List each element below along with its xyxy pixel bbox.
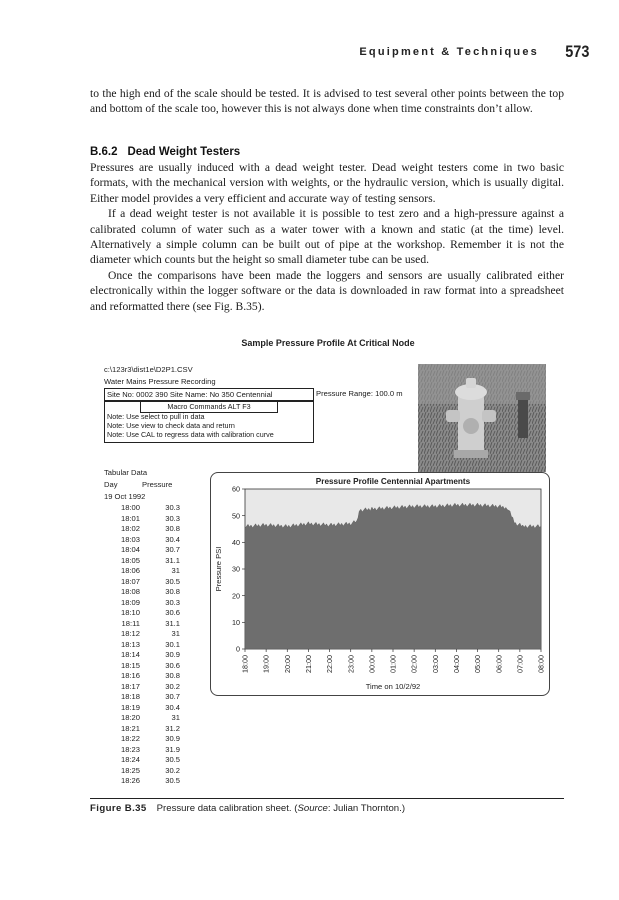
tabular-data [104, 467, 180, 787]
x-tick-label: 00:00 [367, 655, 377, 673]
y-tick-label: 20 [232, 591, 240, 601]
table-row [104, 545, 180, 556]
x-tick-label: 06:00 [494, 655, 504, 673]
y-tick-label: 60 [232, 484, 240, 494]
table-row [104, 566, 180, 577]
recording-title: Water Mains Pressure Recording [104, 377, 216, 386]
page-number: 573 [564, 42, 589, 61]
row-time: 18:12 [120, 629, 140, 638]
table-row [104, 535, 180, 546]
row-pressure: 30.6 [165, 660, 180, 670]
x-tick-label: 22:00 [325, 655, 335, 673]
fire-hydrant-photo [418, 364, 546, 472]
row-time: 18:01 [120, 513, 140, 523]
row-time: 18:16 [120, 671, 140, 680]
y-tick-label: 0 [236, 644, 240, 654]
table-row [104, 755, 180, 766]
row-pressure: 30.5 [165, 576, 180, 586]
table-row [104, 766, 180, 777]
section-number: B.6.2 [90, 146, 118, 158]
row-pressure: 30.1 [165, 639, 180, 649]
table-row [104, 608, 180, 619]
row-time: 18:03 [120, 534, 140, 544]
table-row [104, 598, 180, 609]
note-3: Note: Use CAL to regress data with calibration curve [107, 429, 274, 439]
paragraph-3: If a dead weight tester is not available it is possible to test zero and a high-pressure against a calibrated column of water such as a water tower with a known and static (at the time) level. Alternatively a simple column can be built out of pipe at the workshop. Remember it is not the diameter which counts but the height so small diameter tube can be used. [90, 207, 564, 267]
table-row [104, 503, 180, 514]
row-pressure: 31.1 [165, 618, 180, 628]
row-pressure: 30.9 [165, 650, 180, 659]
x-tick-label: 02:00 [409, 655, 419, 673]
row-pressure: 30.7 [165, 545, 180, 554]
row-pressure: 30.8 [165, 671, 180, 680]
table-row [104, 692, 180, 703]
row-pressure: 31 [171, 629, 180, 638]
table-row [104, 703, 180, 714]
table-row [104, 734, 180, 745]
running-head: Equipment & Techniques [359, 46, 539, 58]
row-pressure: 31 [171, 566, 180, 575]
y-tick-label: 10 [232, 617, 240, 627]
x-tick-label: 01:00 [388, 655, 398, 673]
row-time: 18:13 [120, 639, 140, 649]
macro-title: Macro Commands ALT F3 [140, 402, 278, 413]
row-time: 18:25 [120, 765, 140, 775]
table-row [104, 671, 180, 682]
x-tick-label: 23:00 [346, 655, 356, 673]
col-day: Day [104, 480, 118, 489]
file-path: c:\123r3\dist1e\D2P1.CSV [104, 365, 193, 374]
note-2: Note: Use view to check data and return [107, 420, 235, 430]
col-pressure: Pressure [142, 480, 173, 489]
section-heading [90, 146, 240, 158]
paragraph-1: to the high end of the scale should be tested. It is advised to test several other points between the top and bottom of the scale too, however this is not always done when time constraints don’t allow. [90, 87, 564, 116]
y-tick-label: 30 [232, 564, 240, 574]
file-info [104, 364, 216, 388]
row-pressure: 30.2 [165, 765, 180, 775]
row-pressure: 30.6 [165, 608, 180, 617]
row-time: 18:19 [120, 702, 140, 712]
x-tick-label: 07:00 [515, 655, 525, 673]
pressure-range: Pressure Range: 100.0 m [316, 389, 403, 398]
x-axis-label: Time on 10/2/92 [365, 682, 421, 691]
row-pressure: 30.5 [165, 755, 180, 764]
table-row [104, 724, 180, 735]
row-pressure: 30.4 [165, 702, 180, 712]
x-tick-label: 04:00 [452, 655, 462, 673]
row-pressure: 30.8 [165, 524, 180, 533]
table-row [104, 682, 180, 693]
row-time: 18:08 [120, 587, 140, 596]
caption-text-post: : Julian Thornton.) [327, 803, 406, 814]
site-line: Site No: 0002 390 Site Name: No 350 Centennial [107, 390, 273, 399]
row-pressure: 31.9 [165, 744, 180, 754]
table-row [104, 514, 180, 525]
table-row [104, 713, 180, 724]
row-time: 18:06 [120, 566, 140, 575]
caption-source: Source [297, 803, 328, 814]
row-time: 18:10 [120, 608, 140, 617]
row-pressure: 30.3 [165, 513, 180, 523]
section-title: Dead Weight Testers [127, 146, 241, 158]
row-time: 18:21 [120, 723, 140, 733]
table-row [104, 745, 180, 756]
row-time: 18:15 [120, 660, 140, 670]
row-pressure: 30.8 [165, 587, 180, 596]
chart-title: Pressure Profile Centennial Apartments [315, 477, 471, 486]
table-row [104, 619, 180, 630]
paragraph-2: Pressures are usually induced with a dead weight tester. Dead weight testers come in two basic formats, with the mechanical version with weights, or the hydraulic version, which is usually digital. Either model provides a very efficient and accurate way of testing sensors. [90, 161, 564, 205]
table-row [104, 577, 180, 588]
row-time: 18:04 [120, 545, 140, 554]
x-tick-label: 05:00 [473, 655, 483, 673]
row-pressure: 31.2 [165, 723, 180, 733]
site-info-box [104, 388, 314, 401]
pressure-chart [210, 472, 550, 696]
row-time: 18:14 [120, 650, 140, 659]
row-pressure: 30.3 [165, 597, 180, 607]
row-time: 18:22 [120, 734, 140, 743]
section-body [90, 160, 564, 314]
table-row [104, 524, 180, 535]
row-time: 18:20 [120, 713, 140, 722]
figure-title: Sample Pressure Profile At Critical Node [241, 338, 415, 348]
chart-svg [211, 473, 549, 695]
row-pressure: 31.1 [165, 555, 180, 565]
row-pressure: 30.4 [165, 534, 180, 544]
running-header [0, 44, 619, 64]
row-pressure: 30.2 [165, 681, 180, 691]
row-time: 18:00 [120, 503, 140, 512]
row-pressure: 30.5 [165, 776, 180, 785]
figure-caption [90, 803, 405, 814]
caption-text-pre: Pressure data calibration sheet. ( [156, 803, 298, 814]
table-header [104, 479, 180, 491]
table-title: Tabular Data [104, 468, 148, 477]
row-time: 18:23 [120, 744, 140, 754]
note-1: Note: Use select to pull in data [107, 412, 205, 421]
row-pressure: 30.7 [165, 692, 180, 701]
x-tick-label: 19:00 [261, 655, 271, 673]
y-axis-label: Pressure PSI [214, 546, 223, 592]
y-tick-label: 40 [232, 537, 240, 547]
x-tick-label: 21:00 [304, 655, 314, 673]
table-row [104, 556, 180, 567]
fire-hydrant-icon [418, 364, 546, 472]
row-pressure: 31 [171, 713, 180, 722]
caption-rule [90, 798, 564, 799]
table-row [104, 587, 180, 598]
row-time: 18:02 [120, 524, 140, 533]
row-time: 18:18 [120, 692, 140, 701]
y-tick-label: 50 [232, 511, 240, 521]
paragraph-4: Once the comparisons have been made the loggers and sensors are usually calibrated either electronically within the logger software or the data is downloaded in raw format into a spreadsheet and reformatted there (see Fig. B.35). [90, 268, 564, 313]
row-pressure: 30.9 [165, 734, 180, 743]
row-time: 18:07 [120, 576, 140, 586]
table-rows [104, 503, 180, 787]
x-tick-label: 18:00 [240, 655, 250, 673]
row-time: 18:24 [120, 755, 140, 764]
table-row [104, 661, 180, 672]
x-tick-label: 08:00 [536, 655, 546, 673]
macro-commands-box [104, 401, 314, 443]
table-date: 19 Oct 1992 [104, 492, 146, 501]
macro-notes [105, 413, 313, 439]
row-time: 18:05 [120, 555, 140, 565]
row-pressure: 30.3 [165, 503, 180, 512]
table-row [104, 640, 180, 651]
x-tick-label: 20:00 [282, 655, 292, 673]
row-time: 18:09 [120, 597, 140, 607]
row-time: 18:26 [120, 776, 140, 785]
x-tick-label: 03:00 [430, 655, 440, 673]
figure-b35 [96, 334, 560, 794]
table-row [104, 629, 180, 640]
row-time: 18:17 [120, 681, 140, 691]
paragraph-intro [90, 86, 564, 117]
table-row [104, 776, 180, 787]
caption-label: Figure B.35 [90, 803, 147, 814]
table-row [104, 650, 180, 661]
row-time: 18:11 [121, 618, 140, 628]
